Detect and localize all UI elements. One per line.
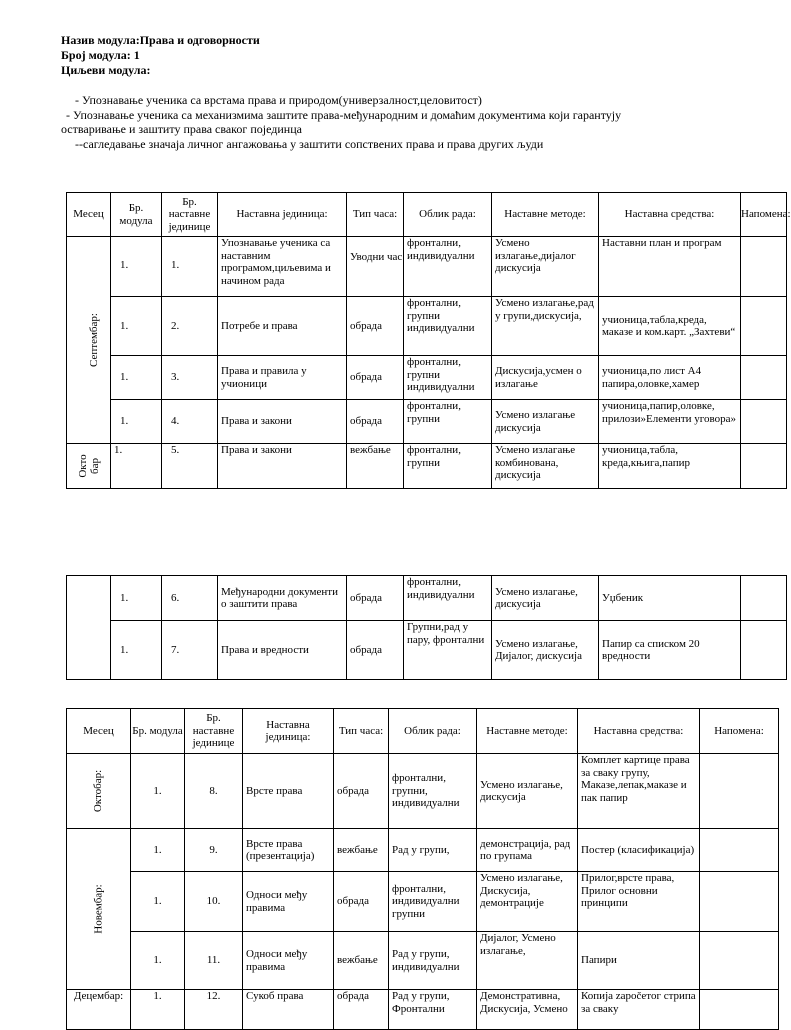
table-row xyxy=(67,621,787,680)
methods-cell: Демонстративна, Дискусија, Усмено xyxy=(477,990,578,1030)
work-form-cell: фронтални, групни xyxy=(404,400,492,444)
module-cell: 1. xyxy=(111,621,162,680)
lesson-type-cell: обрада xyxy=(334,990,389,1030)
goal-2: - Упознавање ученика са механизмима заштите права-међународним и домаћим документима који гарантују xyxy=(66,108,622,122)
unit-number-cell: 6. xyxy=(162,576,218,621)
col-header-module: Бр. модула xyxy=(111,193,162,237)
means-cell: учионица,папир,оловке, прилози»Елементи уговора» xyxy=(599,400,741,444)
table-row xyxy=(67,576,787,621)
unit-number-cell: 9. xyxy=(185,829,243,872)
means-cell: Постер (класификација) xyxy=(578,829,700,872)
month-label: Новембар: xyxy=(92,884,105,934)
work-form-cell: фронтални, групни индивидуални xyxy=(404,356,492,400)
lesson-type-cell: вежбање xyxy=(334,829,389,872)
month-cell: Децембар: xyxy=(67,990,131,1030)
month-cell xyxy=(67,754,131,829)
unit-cell: Права и правила у учионици xyxy=(218,356,347,400)
col-header-month: Месец xyxy=(67,709,131,754)
unit-number-cell: 4. xyxy=(162,400,218,444)
month-cell xyxy=(67,444,111,489)
unit-cell: Врсте права xyxy=(243,754,334,829)
table-row xyxy=(67,932,779,990)
methods-cell: Усмено излагање, Дијалог, дискусија xyxy=(492,621,599,680)
month-cell xyxy=(67,829,131,990)
col-header-methods: Наставне методе: xyxy=(492,193,599,237)
means-cell: Уџбеник xyxy=(599,576,741,621)
col-header-work-form: Облик рада: xyxy=(404,193,492,237)
col-header-means: Наставна средства: xyxy=(578,709,700,754)
note-cell xyxy=(700,932,779,990)
note-cell xyxy=(741,237,787,297)
col-header-module: Бр. модула xyxy=(131,709,185,754)
col-header-lesson-type: Тип часа: xyxy=(334,709,389,754)
lesson-type-cell: обрада xyxy=(347,400,404,444)
table-row xyxy=(67,356,787,400)
col-header-work-form: Облик рада: xyxy=(389,709,477,754)
month-label: Септембар: xyxy=(87,312,100,367)
col-header-note: Напомена: xyxy=(741,193,787,237)
schedule-table-1 xyxy=(66,192,791,489)
unit-number-cell: 7. xyxy=(162,621,218,680)
table-row xyxy=(67,444,787,489)
unit-cell: Врсте права (презентација) xyxy=(243,829,334,872)
unit-number-cell: 3. xyxy=(162,356,218,400)
means-cell: Прилог,врсте права, Прилог основни принципи xyxy=(578,872,700,932)
work-form-cell: фронтални, групни xyxy=(404,444,492,489)
means-cell: Папири xyxy=(578,932,700,990)
work-form-cell: фронтални, индивидуални xyxy=(404,576,492,621)
means-cell: Папир са списком 20 вредности xyxy=(599,621,741,680)
note-cell xyxy=(741,621,787,680)
work-form-cell: Рад у групи, Фронтални xyxy=(389,990,477,1030)
note-cell xyxy=(741,400,787,444)
month-label: Окто бар xyxy=(76,454,101,478)
lesson-type-cell: Уводни час xyxy=(347,237,404,297)
unit-cell: Односи међу правима xyxy=(243,872,334,932)
month-cell xyxy=(67,237,111,444)
col-header-unit-number: Бр. наставне јединице xyxy=(162,193,218,237)
col-header-means: Наставна средства: xyxy=(599,193,741,237)
means-cell: Комплет картице права за сваку групу, Маказе,лепак,маказе и пак папир xyxy=(578,754,700,829)
module-cell: 1. xyxy=(131,990,185,1030)
unit-number-cell: 12. xyxy=(185,990,243,1030)
unit-number-cell: 2. xyxy=(162,297,218,356)
unit-number-cell: 5. xyxy=(162,444,218,489)
unit-cell: Међународни документи о заштити права xyxy=(218,576,347,621)
unit-cell: Права и закони xyxy=(218,400,347,444)
module-cell: 1. xyxy=(111,356,162,400)
module-cell: 1. xyxy=(111,444,162,489)
lesson-type-cell: обрада xyxy=(347,297,404,356)
month-label: Октобар: xyxy=(92,769,105,812)
module-cell: 1. xyxy=(131,932,185,990)
methods-cell: Усмено излагање, дискусија xyxy=(492,576,599,621)
methods-cell: Дискусија,усмен о излагање xyxy=(492,356,599,400)
methods-cell: демонстрација, рад по групама xyxy=(477,829,578,872)
work-form-cell: фронтални, групни индивидуални xyxy=(404,297,492,356)
col-header-unit: Наставна јединица: xyxy=(218,193,347,237)
schedule-table-3 xyxy=(66,708,779,1030)
col-header-unit: Наставна јединица: xyxy=(243,709,334,754)
note-cell xyxy=(741,444,787,489)
col-header-unit-number: Бр. наставне јединице xyxy=(185,709,243,754)
goal-2-cont: остваривање и заштиту права сваког појединца xyxy=(61,122,302,136)
methods-cell: Усмено излагање комбинована, дискусија xyxy=(492,444,599,489)
methods-cell: Дијалог, Усмено излагање, xyxy=(477,932,578,990)
unit-cell: Упознавање ученика са наставним програмом,циљевима и начином рада xyxy=(218,237,347,297)
unit-number-cell: 10. xyxy=(185,872,243,932)
module-cell: 1. xyxy=(131,754,185,829)
lesson-type-cell: вежбање xyxy=(334,932,389,990)
unit-cell: Сукоб права xyxy=(243,990,334,1030)
module-cell: 1. xyxy=(131,872,185,932)
means-cell: учионица,табла,креда, маказе и ком.карт. „Захтеви“ xyxy=(599,297,741,356)
lesson-type-cell: обрада xyxy=(334,754,389,829)
table-row xyxy=(67,754,779,829)
col-header-month: Месец xyxy=(67,193,111,237)
module-cell: 1. xyxy=(131,829,185,872)
module-name: Назив модула:Права и одговорности xyxy=(61,33,260,47)
unit-cell: Права и вредности xyxy=(218,621,347,680)
goal-1: - Упознавање ученика са врстама права и природом(универзалност,целовитост) xyxy=(75,93,482,107)
unit-cell: Потребе и права xyxy=(218,297,347,356)
unit-cell: Права и закони xyxy=(218,444,347,489)
table-row xyxy=(67,400,787,444)
methods-cell: Усмено излагање дискусија xyxy=(492,400,599,444)
note-cell xyxy=(700,754,779,829)
note-cell xyxy=(700,990,779,1030)
means-cell: учионица,по лист А4 папира,оловке,хамер xyxy=(599,356,741,400)
goal-3: --сагледавање значаја личног ангажовања у заштити сопствених права и права других људи xyxy=(75,137,544,151)
methods-cell: Усмено излагање,рад у групи,дискусија, xyxy=(492,297,599,356)
module-cell: 1. xyxy=(111,576,162,621)
work-form-cell: фронтални, индивидуални xyxy=(404,237,492,297)
unit-cell: Односи међу правима xyxy=(243,932,334,990)
table-row xyxy=(67,829,779,872)
unit-number-cell: 11. xyxy=(185,932,243,990)
module-cell: 1. xyxy=(111,297,162,356)
lesson-type-cell: вежбање xyxy=(347,444,404,489)
lesson-type-cell: обрада xyxy=(347,576,404,621)
note-cell xyxy=(700,829,779,872)
note-cell xyxy=(741,576,787,621)
unit-number-cell: 8. xyxy=(185,754,243,829)
means-cell: Копија započетог стрипа за сваку xyxy=(578,990,700,1030)
schedule-table-2 xyxy=(66,575,787,680)
unit-number-cell: 1. xyxy=(162,237,218,297)
work-form-cell: фронтални, групни, индивидуални xyxy=(389,754,477,829)
note-cell xyxy=(741,297,787,356)
means-cell: учионица,табла, креда,књига,папир xyxy=(599,444,741,489)
lesson-type-cell: обрада xyxy=(347,356,404,400)
table-row xyxy=(67,872,779,932)
col-header-note: Напомена: xyxy=(700,709,779,754)
month-cell xyxy=(67,576,111,680)
module-number: Број модула: 1 xyxy=(61,48,140,62)
lesson-type-cell: обрада xyxy=(347,621,404,680)
work-form-cell: Рад у групи, индивидуални xyxy=(389,932,477,990)
table-row xyxy=(67,237,787,297)
module-cell: 1. xyxy=(111,400,162,444)
col-header-lesson-type: Тип часа: xyxy=(347,193,404,237)
lesson-type-cell: обрада xyxy=(334,872,389,932)
means-cell: Наставни план и програм xyxy=(599,237,741,297)
table-header-row xyxy=(67,709,779,754)
table-header-row xyxy=(67,193,787,237)
col-header-methods: Наставне методе: xyxy=(477,709,578,754)
table-row xyxy=(67,297,787,356)
table-row xyxy=(67,990,779,1030)
module-cell: 1. xyxy=(111,237,162,297)
work-form-cell: фронтални, индивидуални групни xyxy=(389,872,477,932)
methods-cell: Усмено излагање, Дискусија, демонтрације xyxy=(477,872,578,932)
methods-cell: Усмено излагање,дијалог дискусија xyxy=(492,237,599,297)
module-goals-title: Циљеви модула: xyxy=(61,63,151,77)
note-cell xyxy=(741,356,787,400)
work-form-cell: Групни,рад у пару, фронтални xyxy=(404,621,492,680)
work-form-cell: Рад у групи, xyxy=(389,829,477,872)
methods-cell: Усмено излагање, дискусија xyxy=(477,754,578,829)
note-cell xyxy=(700,872,779,932)
